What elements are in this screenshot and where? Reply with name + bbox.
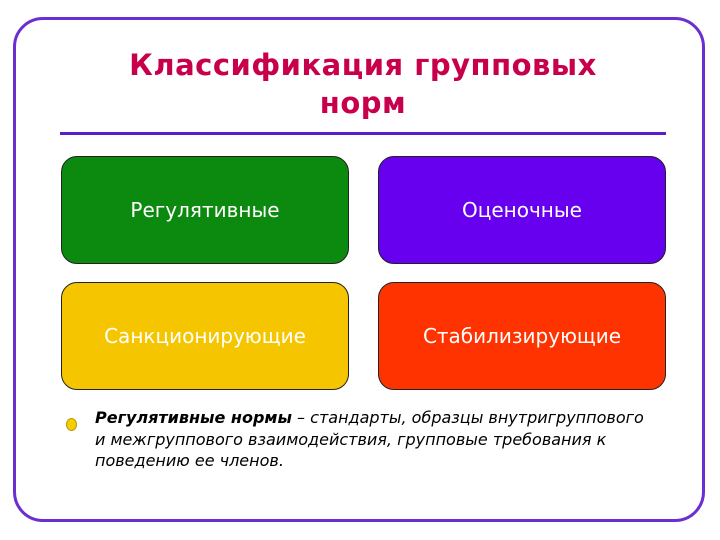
norm-box-sanctioning bbox=[61, 282, 349, 390]
norm-box-label: Оценочные bbox=[462, 198, 582, 222]
norm-box-stabilizing bbox=[378, 282, 666, 390]
bullet-icon bbox=[66, 418, 77, 431]
norm-box-evaluative bbox=[378, 156, 666, 264]
norm-box-regulative bbox=[61, 156, 349, 264]
definition-text bbox=[95, 407, 655, 472]
definition-body: – стандарты, образцы внутригруппового и межгруппового взаимодействия, групповые требования к поведению ее членов. bbox=[95, 408, 644, 470]
norm-box-label: Регулятивные bbox=[130, 198, 280, 222]
norm-box-label: Санкционирующие bbox=[104, 324, 306, 348]
title-line-1: Классификация групповых bbox=[129, 48, 597, 82]
norm-box-label: Стабилизирующие bbox=[422, 324, 622, 348]
definition-term: Регулятивные нормы bbox=[95, 408, 292, 427]
slide-title bbox=[60, 46, 666, 126]
title-line-2: норм bbox=[319, 86, 407, 120]
title-divider bbox=[60, 132, 666, 135]
